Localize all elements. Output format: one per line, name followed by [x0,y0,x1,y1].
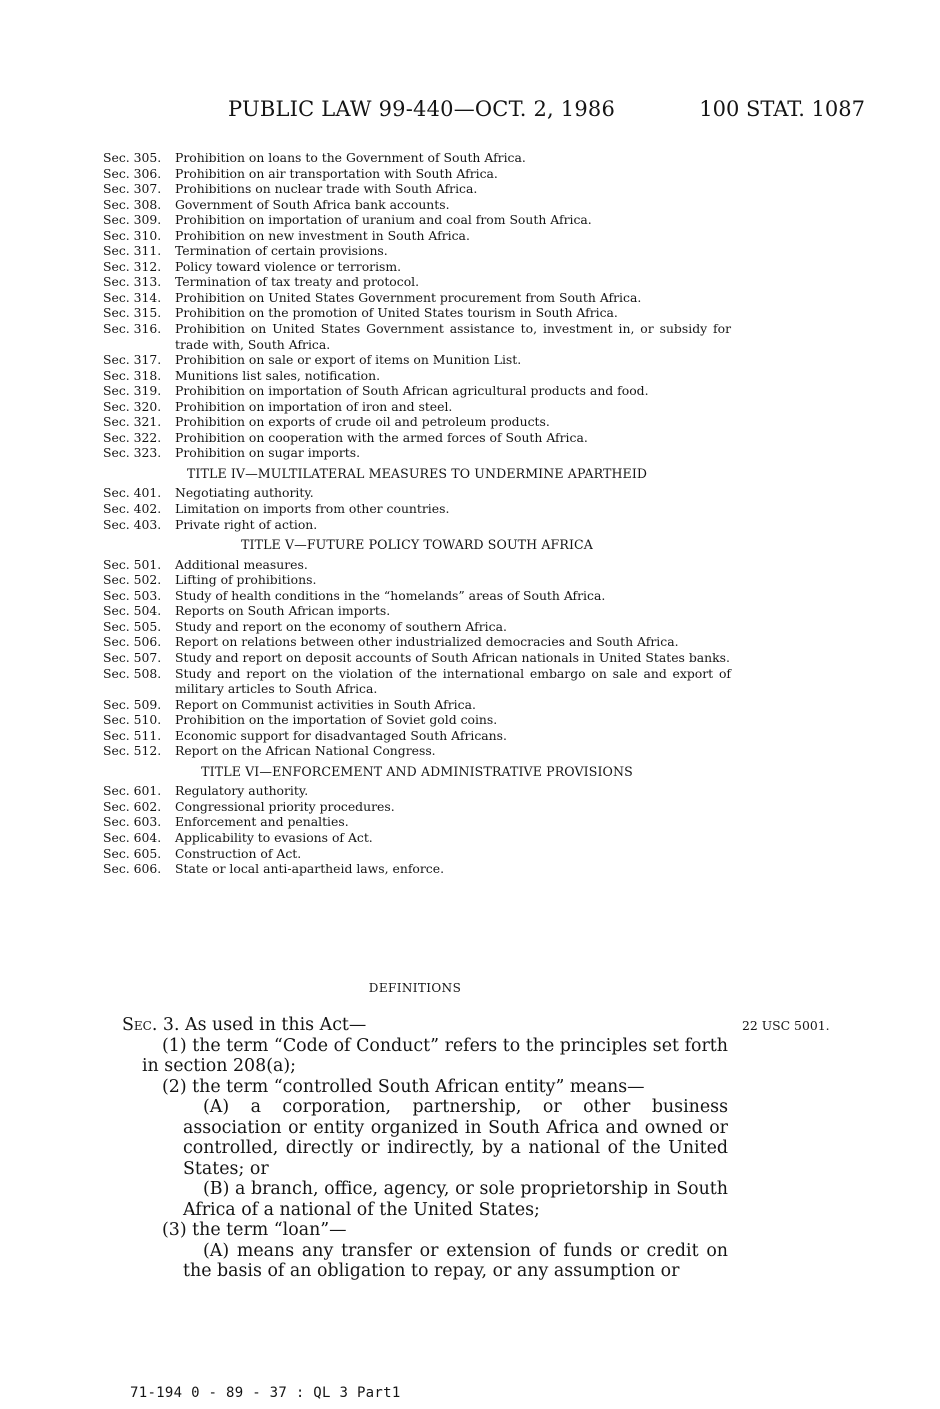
toc-item [103,485,731,501]
toc-section-number: Sec. 511. [103,727,162,743]
toc-item [103,352,731,368]
toc-item [103,290,731,306]
toc-section-title: Munitions list sales, notification. [175,367,381,383]
toc-section-title: Reports on South African imports. [175,603,391,619]
toc-section-number: Sec. 403. [103,516,162,532]
toc-item [103,728,731,744]
toc-item [103,814,731,830]
toc-section-number: Sec. 309. [103,212,162,228]
toc-section-title: State or local anti-apartheid laws, enforce. [175,861,445,877]
section-label: Sec. 3. [122,1015,180,1035]
toc-section-title: Termination of certain provisions. [175,243,388,259]
statute-reference: 100 STAT. 1087 [699,97,865,121]
toc-section-title: Prohibition on the importation of Soviet gold coins. [175,712,498,728]
title5-section-list [103,557,731,759]
toc-section-title: Negotiating authority. [175,485,314,501]
toc-section-number: Sec. 320. [103,398,162,414]
toc-section-number: Sec. 323. [103,445,162,461]
toc-item [103,274,731,290]
toc-section-number: Sec. 604. [103,829,162,845]
toc-section-number: Sec. 503. [103,587,162,603]
toc-item [103,181,731,197]
toc-section-title: Prohibition on United States Government assistance to, investment in, or subsidy for trade with, South Africa. [175,321,731,352]
title5-heading: TITLE V—FUTURE POLICY TOWARD SOUTH AFRICA [241,537,593,553]
toc-section-number: Sec. 602. [103,798,162,814]
toc-item [103,228,731,244]
toc-item [103,743,731,759]
toc-section-number: Sec. 312. [103,258,162,274]
toc-item [103,666,731,697]
margin-citation: 22 USC 5001. [742,1018,830,1033]
toc-item [103,572,731,588]
toc-item [103,414,731,430]
toc-section-title: Applicability to evasions of Act. [175,829,373,845]
toc-section-title: Prohibition on United States Government procurement from South Africa. [175,289,642,305]
toc-item [103,166,731,182]
toc-item [103,799,731,815]
definition-2: (2) the term “controlled South African entity” means— [162,1076,645,1097]
toc-item [103,197,731,213]
toc-item [103,517,731,533]
toc-section-title: Prohibition on importation of uranium and coal from South Africa. [175,212,592,228]
toc-section-title: Prohibition on importation of South African agricultural products and food. [175,383,649,399]
toc-section-title: Economic support for disadvantaged South Africans. [175,727,507,743]
title4-heading: TITLE IV—MULTILATERAL MEASURES TO UNDERMINE APARTHEID [186,465,648,481]
toc-section-number: Sec. 505. [103,618,162,634]
toc-section-title: Prohibitions on nuclear trade with South Africa. [175,181,478,197]
definition-2b: (B) a branch, office, agency, or sole proprietorship in South Africa of a national of the United States; [183,1179,728,1220]
toc-section-title: Study and report on the violation of the international embargo on sale and export of military articles to South Africa. [175,665,731,697]
toc-item [103,445,731,461]
toc-item [103,650,731,666]
toc-section-number: Sec. 319. [103,383,162,399]
section-lead-text: As used in this Act— [185,1015,367,1035]
definition-2a: (A) a corporation, partnership, or other business association or entity organized in South Africa and owned or controlled, directly or indirectly, by a national of the United States; or [183,1097,728,1179]
toc-item [103,619,731,635]
toc-section-number: Sec. 508. [103,665,162,681]
toc-section-number: Sec. 401. [103,485,162,501]
toc-item [103,697,731,713]
toc-section-title: Congressional priority procedures. [175,798,395,814]
toc-item [103,603,731,619]
toc-section-title: Lifting of prohibitions. [175,572,317,588]
toc-section-number: Sec. 316. [103,321,162,337]
toc-item [103,259,731,275]
toc-item [103,368,731,384]
toc-section-title: Policy toward violence or terrorism. [175,258,402,274]
toc-section-number: Sec. 311. [103,243,162,259]
toc-section-number: Sec. 509. [103,696,162,712]
toc-section-number: Sec. 501. [103,556,162,572]
toc-section-number: Sec. 310. [103,227,162,243]
toc-section-title: Regulatory authority. [175,783,309,799]
definition-1: (1) the term “Code of Conduct” refers to the principles set forth in section 208(a); [142,1035,728,1076]
toc-item [103,305,731,321]
toc-item [103,321,731,352]
title6-section-list [103,783,731,876]
toc-section-number: Sec. 313. [103,274,162,290]
toc-section-number: Sec. 603. [103,814,162,830]
toc-section-number: Sec. 321. [103,414,162,430]
definition-3: (3) the term “loan”— [162,1220,347,1240]
toc-section-title: Prohibition on cooperation with the armed forces of South Africa. [175,429,588,445]
toc-section-title: Report on the African National Congress. [175,743,436,759]
toc-section-title: Prohibition on new investment in South Africa. [175,227,470,243]
toc-section-number: Sec. 306. [103,165,162,181]
title4-section-list [103,485,731,532]
toc-section-title: Limitation on imports from other countries. [175,501,450,517]
toc-section-title: Private right of action. [175,516,318,532]
toc-section-title: Prohibition on air transportation with South Africa. [175,165,498,181]
toc-section-number: Sec. 322. [103,429,162,445]
toc-section-number: Sec. 314. [103,289,162,305]
toc-section-number: Sec. 308. [103,196,162,212]
toc-item [103,383,731,399]
toc-item [103,430,731,446]
toc-section-title: Government of South Africa bank accounts. [175,196,450,212]
toc-section-title: Study of health conditions in the “homelands” areas of South Africa. [175,587,606,603]
definitions-heading: DEFINITIONS [368,981,462,995]
toc-item [103,399,731,415]
toc-item [103,212,731,228]
toc-section-title: Report on relations between other industrialized democracies and South Africa. [175,634,679,650]
toc-section-title: Prohibition on importation of iron and steel. [175,398,453,414]
toc-section-number: Sec. 307. [103,181,162,197]
toc-item [103,830,731,846]
toc-section-number: Sec. 507. [103,649,162,665]
toc-section-number: Sec. 318. [103,367,162,383]
toc-item [103,501,731,517]
table-of-contents [103,150,731,877]
toc-item [103,588,731,604]
title6-heading: TITLE VI—ENFORCEMENT AND ADMINISTRATIVE PROVISIONS [201,763,633,779]
toc-section-number: Sec. 606. [103,861,162,877]
toc-item [103,783,731,799]
toc-item [103,634,731,650]
toc-section-title: Prohibition on loans to the Government of South Africa. [175,150,526,165]
toc-section-title: Additional measures. [175,556,308,572]
page-header [100,97,865,127]
toc-item [103,712,731,728]
print-footer: 71-194 0 - 89 - 37 : QL 3 Part1 [130,1385,401,1401]
title3-section-list [103,150,731,461]
toc-item [103,846,731,862]
toc-item [103,861,731,877]
toc-item [103,557,731,573]
toc-section-title: Prohibition on exports of crude oil and petroleum products. [175,414,550,430]
toc-section-number: Sec. 510. [103,712,162,728]
toc-section-title: Report on Communist activities in South Africa. [175,696,476,712]
toc-item [103,243,731,259]
toc-section-title: Study and report on the economy of southern Africa. [175,618,507,634]
toc-section-number: Sec. 605. [103,845,162,861]
toc-section-title: Enforcement and penalties. [175,814,349,830]
toc-section-number: Sec. 601. [103,783,162,799]
section-3-lead [122,1015,728,1036]
toc-section-number: Sec. 502. [103,572,162,588]
toc-section-title: Prohibition on the promotion of United States tourism in South Africa. [175,305,618,321]
toc-section-number: Sec. 512. [103,743,162,759]
toc-section-number: Sec. 305. [103,150,162,165]
toc-section-number: Sec. 504. [103,603,162,619]
toc-section-title: Construction of Act. [175,845,302,861]
toc-section-number: Sec. 315. [103,305,162,321]
toc-section-number: Sec. 506. [103,634,162,650]
toc-section-number: Sec. 317. [103,352,162,368]
law-title: PUBLIC LAW 99-440—OCT. 2, 1986 [228,97,616,121]
toc-section-title: Study and report on deposit accounts of South African nationals in United States banks. [175,649,730,665]
toc-item [103,150,731,166]
definition-3a: (A) means any transfer or extension of funds or credit on the basis of an obligation to repay, or any assumption or [183,1240,728,1281]
toc-section-title: Prohibition on sale or export of items on Munition List. [175,352,522,368]
toc-section-title: Termination of tax treaty and protocol. [175,274,420,290]
section-3-body [122,1015,728,1282]
toc-section-number: Sec. 402. [103,501,162,517]
toc-section-title: Prohibition on sugar imports. [175,445,361,461]
